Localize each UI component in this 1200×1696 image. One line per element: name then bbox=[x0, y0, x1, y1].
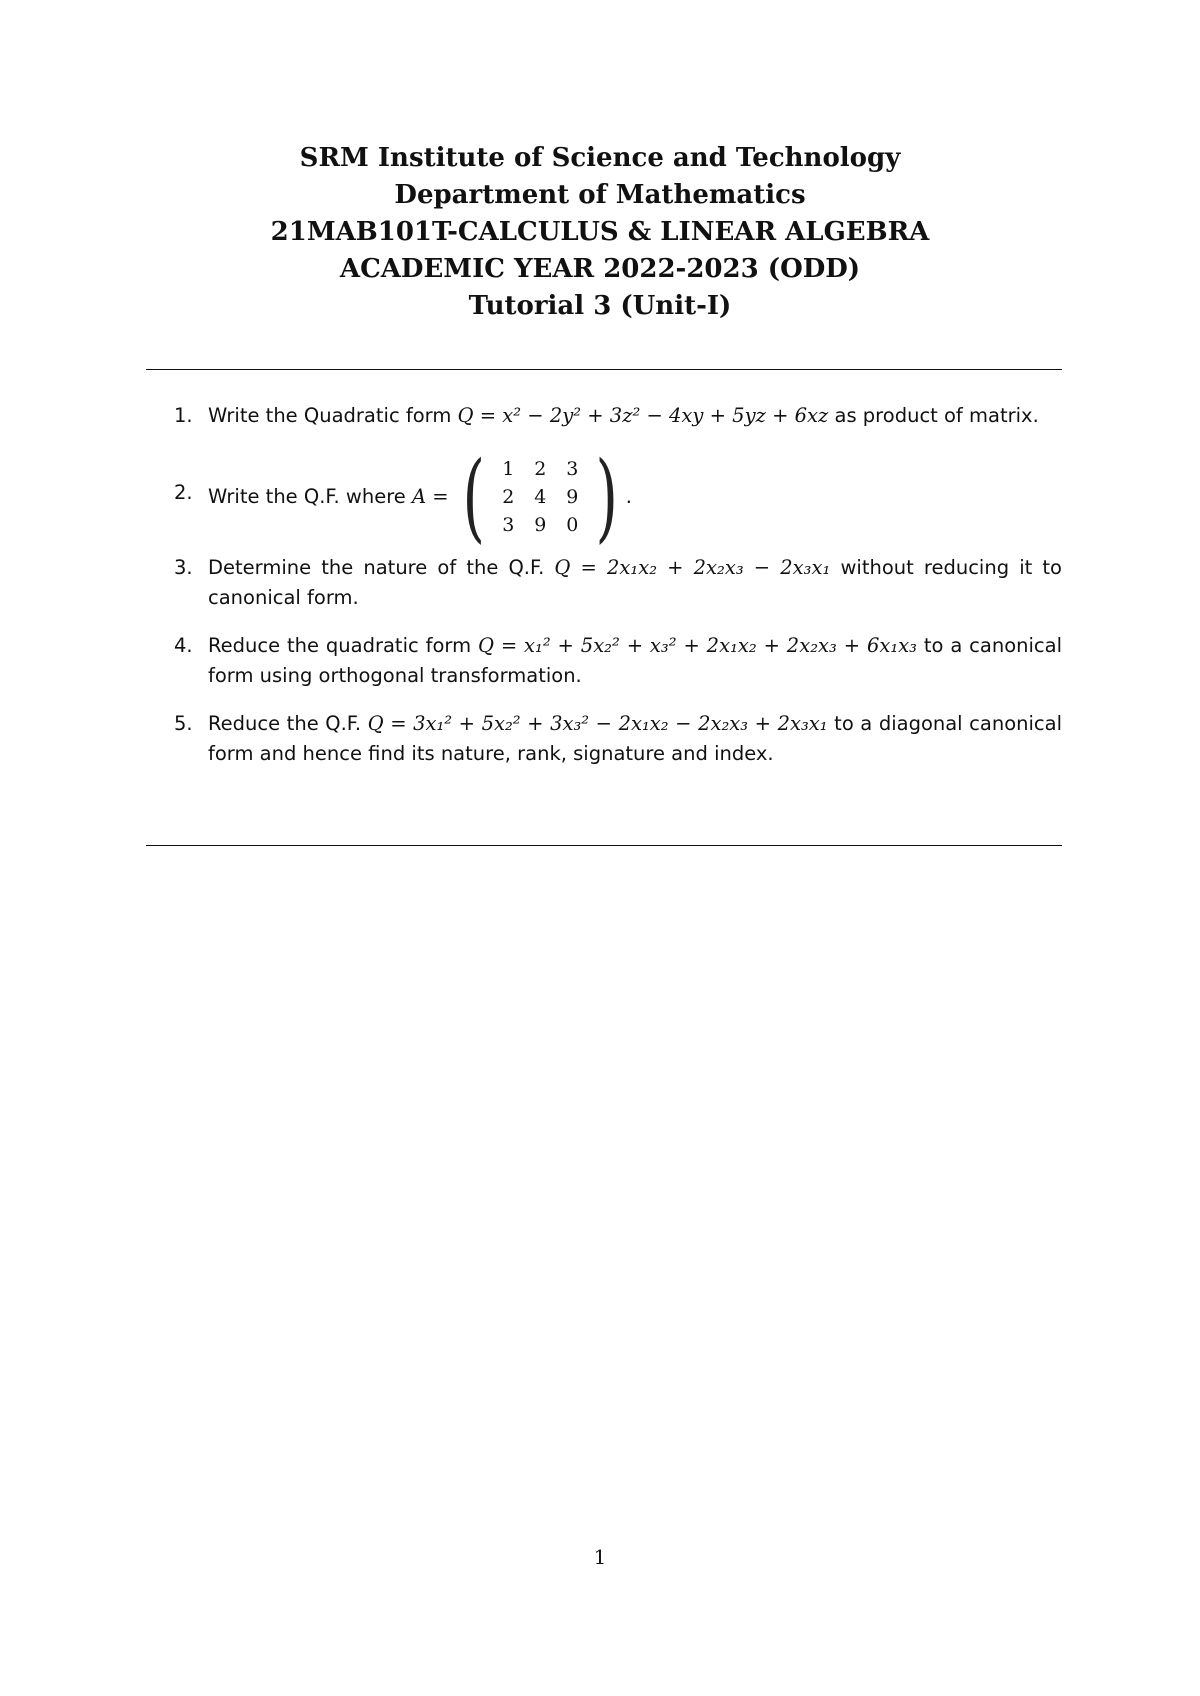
question-formula: Q = x₁² + 5x₂² + x₃² + 2x₁x₂ + 2x₂x₃ + 6x₁x₃ bbox=[477, 634, 917, 657]
question-number: 3. bbox=[174, 556, 193, 579]
question-text-after: without reducing it to canonical form. bbox=[208, 556, 1062, 609]
page-number: 1 bbox=[593, 1545, 607, 1569]
right-parenthesis: ) bbox=[595, 441, 619, 553]
document-header bbox=[0, 140, 1200, 325]
question-text-after: . bbox=[625, 485, 632, 508]
question-formula: Q = 3x₁² + 5x₂² + 3x₃² − 2x₁x₂ − 2x₂x₃ + 2x₃x₁ bbox=[367, 712, 828, 735]
tutorial-title: Tutorial 3 (Unit-I) bbox=[468, 291, 732, 321]
matrix-cell: 4 bbox=[534, 486, 547, 508]
left-parenthesis: ( bbox=[462, 441, 485, 553]
bottom-divider bbox=[146, 845, 1062, 846]
matrix-cell: 2 bbox=[534, 458, 547, 480]
question-formula: A = bbox=[412, 485, 449, 508]
matrix-cell: 9 bbox=[566, 486, 579, 508]
matrix-a bbox=[455, 441, 626, 553]
department-name: Department of Mathematics bbox=[394, 180, 806, 210]
matrix-cell: 9 bbox=[534, 514, 547, 536]
question-3 bbox=[174, 553, 1062, 613]
matrix-cell: 3 bbox=[566, 458, 579, 480]
question-5 bbox=[174, 709, 1062, 769]
question-text-after: to a diagonal canonical form and hence find its nature, rank, signature and index. bbox=[208, 712, 1062, 765]
question-text: Reduce the quadratic form bbox=[208, 634, 472, 657]
matrix-cell: 0 bbox=[566, 514, 579, 536]
question-formula: Q = x² − 2y² + 3z² − 4xy + 5yz + 6xz bbox=[457, 404, 829, 427]
question-text-after: to a canonical form using orthogonal transformation. bbox=[208, 634, 1062, 687]
top-divider bbox=[146, 369, 1062, 370]
question-text: Write the Quadratic form bbox=[208, 404, 452, 427]
question-text: Reduce the Q.F. bbox=[208, 712, 362, 735]
matrix-grid bbox=[492, 457, 588, 537]
institution-name: SRM Institute of Science and Technology bbox=[299, 143, 901, 173]
matrix-cell: 2 bbox=[502, 486, 515, 508]
matrix-cell: 3 bbox=[502, 514, 515, 536]
matrix-cell: 1 bbox=[502, 458, 515, 480]
question-number: 4. bbox=[174, 634, 193, 657]
question-text: Determine the nature of the Q.F. bbox=[208, 556, 545, 579]
course-title: 21MAB101T-CALCULUS & LINEAR ALGEBRA bbox=[270, 217, 930, 247]
question-text-after: as product of matrix. bbox=[834, 404, 1039, 427]
question-list bbox=[174, 401, 1062, 769]
question-number: 5. bbox=[174, 712, 193, 735]
question-2 bbox=[174, 441, 1062, 553]
question-4 bbox=[174, 631, 1062, 691]
academic-year: ACADEMIC YEAR 2022-2023 (ODD) bbox=[339, 254, 861, 284]
question-formula: Q = 2x₁x₂ + 2x₂x₃ − 2x₃x₁ bbox=[554, 556, 831, 579]
question-number: 1. bbox=[174, 404, 193, 427]
question-1 bbox=[174, 401, 1062, 431]
question-number: 2. bbox=[174, 481, 193, 504]
question-text: Write the Q.F. where bbox=[208, 485, 406, 508]
